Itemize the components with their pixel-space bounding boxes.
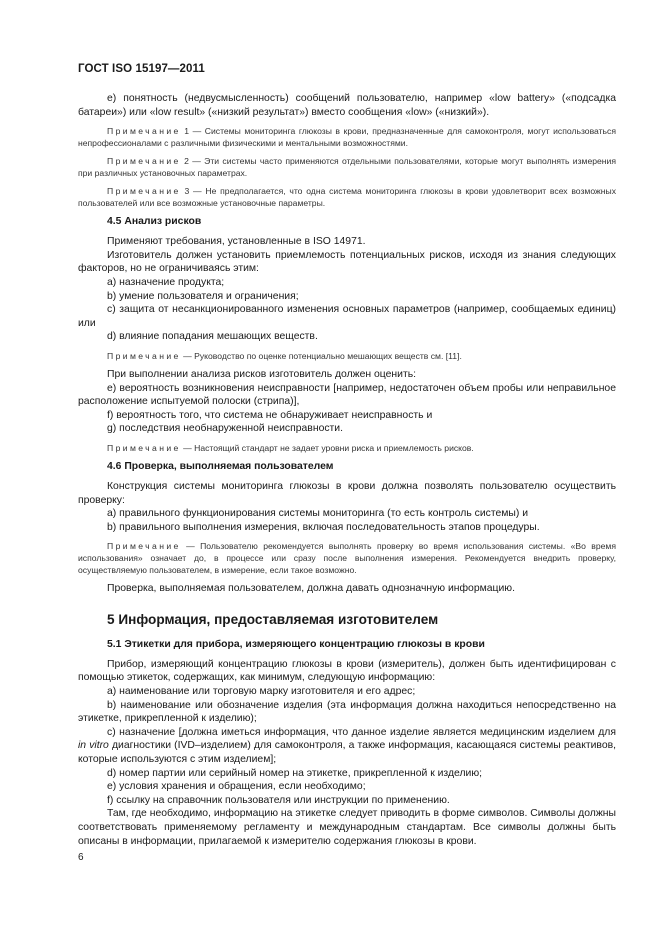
list-item: c) назначение [должна иметься информация, что данное изделие является медицинским изделием для in vitro диагностики (IVD–изделием) для самоконтроля, а также информация, касающаяся системы реактивов, которые используются с этим изделием]; xyxy=(78,726,617,766)
section-5-heading: 5 Информация, предоставляемая изготовителем xyxy=(107,611,439,627)
paragraph: Прибор, измеряющий концентрацию глюкозы в крови (измеритель), должен быть идентифицирован с помощью этикеток, содержащих, как минимум, следующую информацию: xyxy=(78,658,616,684)
note-3: Примечание 3 — Не предполагается, что одна система мониторинга глюкозы в крови удовлетворит всех возможных пользователей или все возможные установочные параметры. xyxy=(78,186,616,209)
italic-in-vitro: in vitro xyxy=(78,740,109,752)
list-item-e-clarity: e) понятность (недвусмысленность) сообщений пользователю, например «low battery» («подсадка батареи») или «low result» («низкий результат») вместо сообщения «low» («низкий»). xyxy=(78,93,616,118)
note-label: Примечание xyxy=(107,541,181,552)
list-item: a) правильного функционирования системы мониторинга (то есть контроль системы) и xyxy=(107,508,528,520)
document-body xyxy=(78,92,616,848)
section-4-5-heading: 4.5 Анализ рисков xyxy=(107,216,202,228)
list-item: b) наименование или обозначение изделия (эта информация должна находиться непосредственно на этикетке, прикрепленной к изделию); xyxy=(78,699,616,725)
note-label: Примечание xyxy=(107,442,181,453)
note-label: Примечание xyxy=(107,126,181,137)
list-item: e) условия хранения и обращения, если необходимо; xyxy=(107,781,366,793)
paragraph: Проверка, выполняемая пользователем, должна давать однозначную информацию. xyxy=(107,583,515,595)
note-2: Примечание 2 — Эти системы часто применяются отдельными пользователями, которые могут выполнять измерения при различных установочных параметрах. xyxy=(78,156,616,179)
list-item: f) вероятность того, что система не обнаруживает неисправность и xyxy=(107,409,433,421)
list-item: c) защита от несанкционированного изменения основных параметров (например, сообщаемых единиц) или xyxy=(78,304,616,329)
list-item: e) вероятность возникновения неисправности [например, недостаточен объем пробы или неправильное расположение испытуемой полоски (стрипа)], xyxy=(78,382,616,408)
list-item: a) назначение продукта; xyxy=(107,276,225,288)
note-label: Примечание xyxy=(107,350,181,361)
list-item: a) наименование или торговую марку изготовителя и его адрес; xyxy=(107,686,416,698)
note-risk: Примечание — Настоящий стандарт не задает уровни риска и приемлемость рисков. xyxy=(107,442,474,453)
page-number: 6 xyxy=(78,852,84,863)
section-5-1-heading: 5.1 Этикетки для прибора, измеряющего концентрацию глюкозы в крови xyxy=(107,638,485,650)
section-4-6-heading: 4.6 Проверка, выполняемая пользователем xyxy=(107,460,334,472)
list-item: b) умение пользователя и ограничения; xyxy=(107,290,299,302)
list-item: b) правильного выполнения измерения, включая последовательность этапов процедуры. xyxy=(107,521,540,533)
note-user-check: Примечание — Пользователю рекомендуется выполнять проверку во время использования системы. «Во время использования» означает до, в процессе или сразу после выполнения измерения. Рекомендуется внедрить проверку, осуществляемую пользователем, в измерение, если такое возможно. xyxy=(78,541,616,576)
note-label: Примечание xyxy=(107,156,181,167)
paragraph: Изготовитель должен установить приемлемость потенциальных рисков, исходя из знания следующих факторов, но не ограничиваясь этим: xyxy=(78,249,616,275)
paragraph: Применяют требования, установленные в ISO 14971. xyxy=(107,236,366,248)
list-item: f) ссылку на справочник пользователя или инструкции по применению. xyxy=(107,794,450,806)
document-header: ГОСТ ISO 15197—2011 xyxy=(78,63,205,75)
list-item: d) влияние попадания мешающих веществ. xyxy=(107,331,318,343)
note-interfering: Примечание — Руководство по оценке потенциально мешающих веществ см. [11]. xyxy=(107,350,462,361)
list-item: g) последствия необнаруженной неисправности. xyxy=(107,423,343,435)
paragraph: Конструкция системы мониторинга глюкозы в крови должна позволять пользователю осуществить проверку: xyxy=(78,480,616,506)
note-label: Примечание xyxy=(107,186,181,197)
list-item: d) номер партии или серийный номер на этикетке, прикрепленной к изделию; xyxy=(107,767,483,779)
paragraph: При выполнении анализа рисков изготовитель должен оценить: xyxy=(107,368,417,380)
paragraph: Там, где необходимо, информацию на этикетке следует приводить в форме символов. Символы должны соответствовать применяемому регламенту и международным стандартам. Все символы должны быть описаны в информации, прилагаемой к измерителю содержания глюкозы в крови. xyxy=(78,808,616,847)
note-1: Примечание 1 — Системы мониторинга глюкозы в крови, предназначенные для самоконтроля, могут использоваться непрофессионалами с различными физическими и ментальными возможностями. xyxy=(78,126,616,149)
